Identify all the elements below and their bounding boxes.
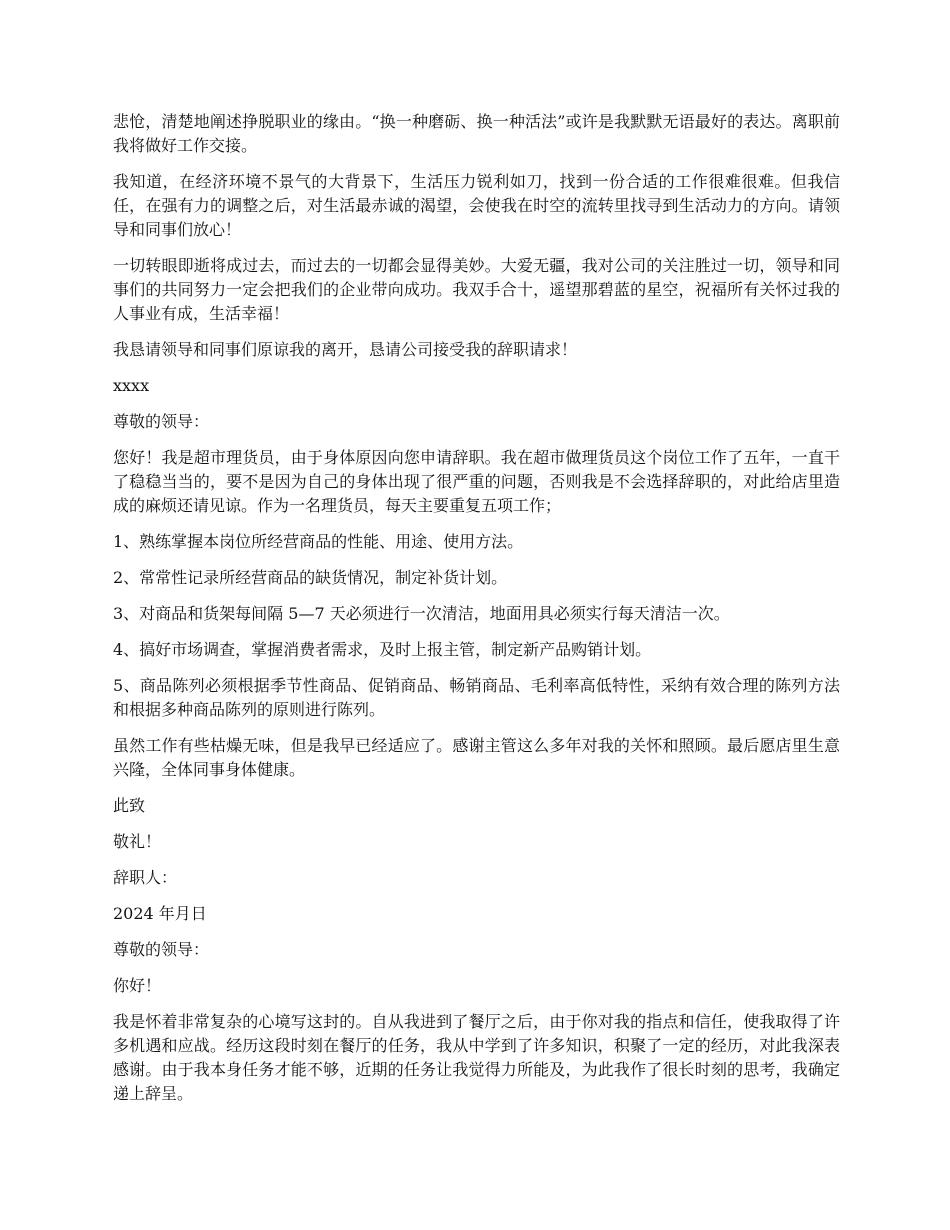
list-item: 3、对商品和货架每间隔 5—7 天必须进行一次清洁，地面用具必须实行每天清洁一次。 [113,604,730,623]
closing: 敬礼！ [113,832,162,851]
date: 2024 年月日 [113,904,207,923]
salutation: 尊敬的领导： [113,412,210,431]
paragraph: 悲怆，清楚地阐述挣脱职业的缘由。“换一种磨砺、换一种活法”或许是我默默无语最好的表达。离职前我将做好工作交接。 [113,112,840,155]
list-item: 4、搞好市场调查，掌握消费者需求，及时上报主管，制定新产品购销计划。 [113,640,652,659]
signature-name: xxxx [113,376,150,395]
salutation: 尊敬的领导： [113,940,210,959]
paragraph: 我知道，在经济环境不景气的大背景下，生活压力锐利如刀，找到一份合适的工作很难很难。但我信任，在强有力的调整之后，对生活最赤诚的渴望，会使我在时空的流转里找寻到生活动力的方向。请领导和同事们放心！ [113,172,840,239]
paragraph: 虽然工作有些枯燥无味，但是我早已经适应了。感谢主管这么多年对我的关怀和照顾。最后愿店里生意兴隆，全体同事身体健康。 [113,736,840,779]
signature-label: 辞职人： [113,868,178,887]
greeting: 你好！ [113,976,162,995]
paragraph: 我是怀着非常复杂的心境写这封的。自从我进到了餐厅之后，由于你对我的指点和信任，使我取得了许多机遇和应战。经历这段时刻在餐厅的任务，我从中学到了许多知识，积聚了一定的经历，对此我深表感谢。由于我本身任务才能不够，近期的任务让我觉得力所能及，为此我作了很长时刻的思考，我确定递上辞呈。 [113,1012,840,1103]
paragraph: 我恳请领导和同事们原谅我的离开，恳请公司接受我的辞职请求！ [113,340,578,359]
list-item: 2、常常性记录所经营商品的缺货情况，制定补货计划。 [113,568,508,587]
list-item: 5、商品陈列必须根据季节性商品、促销商品、畅销商品、毛利率高低特性，采纳有效合理的陈列方法和根据多种商品陈列的原则进行陈列。 [113,676,840,719]
paragraph: 您好！我是超市理货员，由于身体原因向您申请辞职。我在超市做理货员这个岗位工作了五年，一直干了稳稳当当的，要不是因为自己的身体出现了很严重的问题，否则我是不会选择辞职的，对此给店里造成的麻烦还请见谅。作为一名理货员，每天主要重复五项工作； [113,448,840,515]
list-item: 1、熟练掌握本岗位所经营商品的性能、用途、使用方法。 [113,532,524,551]
document-body [113,110,840,1118]
closing: 此致 [113,796,146,815]
paragraph: 一切转眼即逝将成过去，而过去的一切都会显得美妙。大爱无疆，我对公司的关注胜过一切，领导和同事们的共同努力一定会把我们的企业带向成功。我双手合十，遥望那碧蓝的星空，祝福所有关怀过我的人事业有成，生活幸福！ [113,256,840,323]
